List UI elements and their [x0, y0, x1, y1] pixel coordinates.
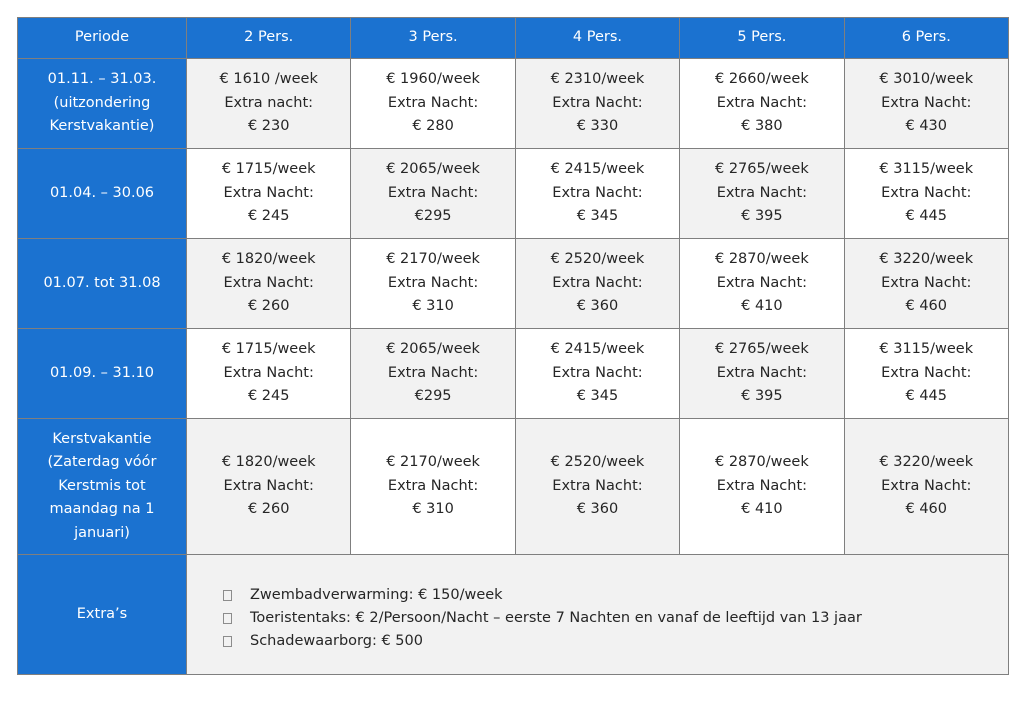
extras-item: [223, 584, 1004, 607]
extra-night-price: € 260: [247, 298, 290, 315]
extra-night-price: € 395: [741, 208, 783, 225]
period-text: maandag na 1: [49, 501, 155, 518]
extra-night-label: Extra Nacht:: [223, 477, 314, 494]
extra-night-price: € 445: [905, 208, 948, 225]
extra-night-label: Extra Nacht:: [552, 477, 643, 494]
extra-night-price: €295: [414, 388, 452, 405]
extra-night-label: Extra Nacht:: [552, 274, 643, 291]
extra-night-label: Extra Nacht:: [716, 94, 808, 111]
extra-night-label: Extra Nacht:: [716, 477, 808, 494]
week-price: € 2520/week: [550, 251, 645, 268]
extra-night-price: € 430: [905, 118, 948, 135]
extra-night-label: Extra Nacht:: [552, 184, 643, 201]
extra-night-price: € 245: [247, 388, 290, 405]
extra-night-price: €295: [414, 208, 452, 225]
price-cell: [515, 149, 679, 239]
price-cell: [187, 419, 351, 555]
price-cell: [351, 149, 515, 239]
extra-night-label: Extra Nacht:: [387, 477, 479, 494]
price-cell: [844, 419, 1008, 555]
extra-night-price: € 310: [412, 298, 454, 315]
extra-night-price: € 410: [741, 501, 783, 518]
price-cell: [515, 329, 679, 419]
extras-item: [223, 630, 1004, 653]
extra-night-price: € 345: [576, 208, 619, 225]
table-row: [18, 419, 1009, 555]
week-price: € 2170/week: [386, 251, 480, 268]
period-text: januari): [74, 524, 130, 541]
extra-night-price: € 380: [741, 118, 783, 135]
header-row: [18, 18, 1009, 59]
period-text: 01.11. – 31.03.: [47, 71, 157, 88]
price-cell: [187, 59, 351, 149]
header-2-pers: 2 Pers.: [187, 18, 351, 59]
extra-night-price: € 330: [576, 118, 619, 135]
extra-night-price: € 410: [741, 298, 783, 315]
price-cell: [351, 419, 515, 555]
extra-night-label: Extra Nacht:: [223, 184, 314, 201]
week-price: € 2520/week: [550, 454, 645, 471]
extra-night-price: € 460: [905, 501, 948, 518]
period-text: 01.07. tot 31.08: [43, 274, 161, 291]
extra-night-price: € 360: [576, 298, 619, 315]
extras-item-text: Zwembadverwarming: € 150/week: [250, 587, 503, 603]
week-price: € 1715/week: [221, 341, 316, 358]
week-price: € 3010/week: [879, 71, 974, 88]
price-cell: [515, 239, 679, 329]
checkbox-square-icon: [223, 613, 232, 624]
extra-night-label: Extra Nacht:: [552, 94, 643, 111]
period-text: Kerstmis tot: [58, 477, 146, 494]
extra-night-label: Extra Nacht:: [881, 184, 972, 201]
extras-item: [223, 607, 1004, 630]
price-cell: [351, 239, 515, 329]
price-cell: [187, 239, 351, 329]
price-cell: [187, 149, 351, 239]
extra-night-label: Extra Nacht:: [716, 184, 808, 201]
period-text: (uitzondering: [53, 94, 151, 111]
week-price: € 2415/week: [550, 341, 645, 358]
period-cell: [18, 239, 187, 329]
extra-night-label: Extra Nacht:: [552, 364, 643, 381]
extra-night-price: € 260: [247, 501, 290, 518]
extras-item-text: Schadewaarborg: € 500: [250, 633, 423, 649]
week-price: € 3220/week: [879, 454, 974, 471]
price-cell: [351, 59, 515, 149]
week-price: € 3115/week: [879, 161, 974, 178]
price-cell: [187, 329, 351, 419]
price-cell: [680, 59, 844, 149]
price-cell: [844, 329, 1008, 419]
checkbox-square-icon: [223, 590, 232, 601]
extras-label: Extra’s: [18, 555, 187, 675]
period-text: 01.09. – 31.10: [49, 364, 155, 381]
extra-night-price: € 345: [576, 388, 619, 405]
price-cell: [680, 329, 844, 419]
week-price: € 2870/week: [715, 251, 809, 268]
week-price: € 2765/week: [715, 341, 809, 358]
week-price: € 2065/week: [386, 161, 480, 178]
period-cell: [18, 419, 187, 555]
period-text: Kerstvakantie): [49, 118, 155, 135]
extras-list: [223, 584, 1004, 653]
week-price: € 2310/week: [550, 71, 645, 88]
extra-night-price: € 230: [247, 118, 290, 135]
period-cell: [18, 329, 187, 419]
extra-night-label: Extra Nacht:: [223, 364, 314, 381]
checkbox-square-icon: [223, 636, 232, 647]
extras-cell: [187, 555, 1009, 675]
extra-night-label: Extra Nacht:: [223, 274, 314, 291]
table-row: [18, 239, 1009, 329]
price-cell: [680, 149, 844, 239]
header-6-pers: 6 Pers.: [844, 18, 1008, 59]
table-row: [18, 59, 1009, 149]
week-price: € 2065/week: [386, 341, 480, 358]
price-cell: [844, 59, 1008, 149]
price-cell: [844, 149, 1008, 239]
week-price: € 1820/week: [221, 251, 316, 268]
extras-row: [18, 555, 1009, 675]
extra-night-price: € 245: [247, 208, 290, 225]
week-price: € 2415/week: [550, 161, 645, 178]
price-cell: [351, 329, 515, 419]
extra-night-label: Extra Nacht:: [387, 184, 479, 201]
extra-night-price: € 360: [576, 501, 619, 518]
price-cell: [844, 239, 1008, 329]
extra-night-label: Extra Nacht:: [387, 94, 479, 111]
price-table: [17, 17, 1009, 675]
week-price: € 2660/week: [715, 71, 809, 88]
extra-night-label: Extra nacht:: [224, 94, 314, 111]
extra-night-label: Extra Nacht:: [716, 364, 808, 381]
price-cell: [515, 59, 679, 149]
header-4-pers: 4 Pers.: [515, 18, 679, 59]
extra-night-label: Extra Nacht:: [881, 274, 972, 291]
extra-night-label: Extra Nacht:: [716, 274, 808, 291]
extra-night-label: Extra Nacht:: [387, 364, 479, 381]
header-5-pers: 5 Pers.: [680, 18, 844, 59]
week-price: € 1820/week: [221, 454, 316, 471]
price-table-wrapper: [17, 17, 1009, 675]
extra-night-price: € 395: [741, 388, 783, 405]
period-text: Kerstvakantie: [52, 430, 152, 447]
extra-night-label: Extra Nacht:: [881, 364, 972, 381]
period-cell: [18, 59, 187, 149]
extra-night-price: € 445: [905, 388, 948, 405]
week-price: € 3115/week: [879, 341, 974, 358]
extra-night-price: € 310: [412, 501, 454, 518]
week-price: € 3220/week: [879, 251, 974, 268]
table-row: [18, 149, 1009, 239]
week-price: € 2870/week: [715, 454, 809, 471]
header-3-pers: 3 Pers.: [351, 18, 515, 59]
week-price: € 1610 /week: [219, 71, 318, 88]
header-periode: Periode: [18, 18, 187, 59]
period-text: 01.04. – 30.06: [49, 184, 155, 201]
price-cell: [515, 419, 679, 555]
extra-night-label: Extra Nacht:: [387, 274, 479, 291]
price-cell: [680, 239, 844, 329]
extra-night-label: Extra Nacht:: [881, 94, 972, 111]
week-price: € 1960/week: [386, 71, 480, 88]
table-row: [18, 329, 1009, 419]
week-price: € 1715/week: [221, 161, 316, 178]
week-price: € 2170/week: [386, 454, 480, 471]
extra-night-price: € 460: [905, 298, 948, 315]
extra-night-price: € 280: [412, 118, 454, 135]
price-cell: [680, 419, 844, 555]
extra-night-label: Extra Nacht:: [881, 477, 972, 494]
period-cell: [18, 149, 187, 239]
week-price: € 2765/week: [715, 161, 809, 178]
period-text: (Zaterdag vóór: [47, 454, 157, 471]
extras-item-text: Toeristentaks: € 2/Persoon/Nacht – eerste 7 Nachten en vanaf de leeftijd van 13 jaar: [250, 610, 862, 626]
